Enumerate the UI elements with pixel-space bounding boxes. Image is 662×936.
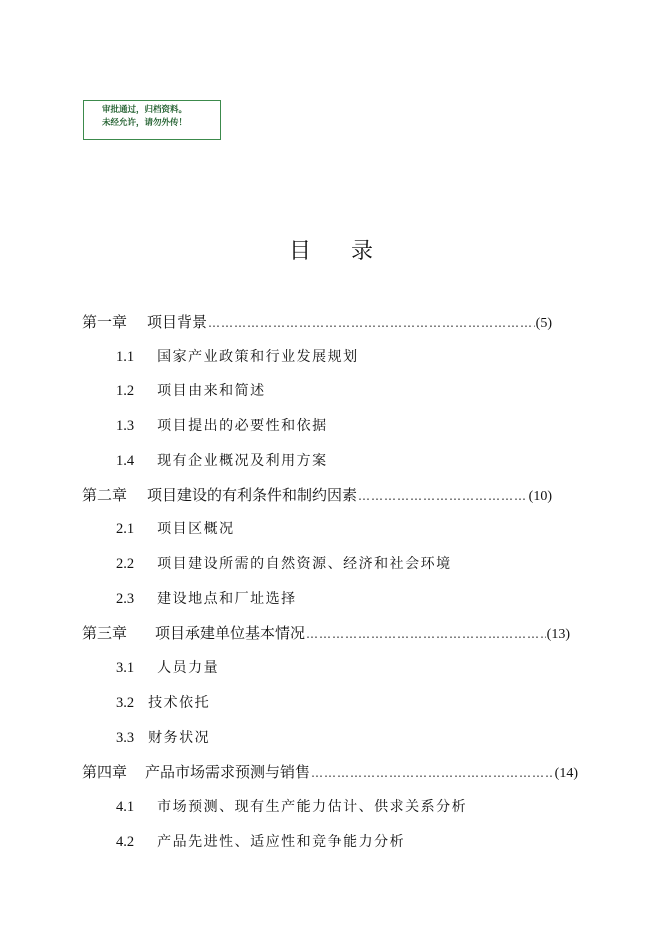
section-title: 技术依托 [148,695,211,711]
chapter-page: (14) [554,766,578,781]
section-title: 项目提出的必要性和依据 [157,418,328,434]
toc-section-1-4[interactable] [116,450,328,472]
section-number: 1.1 [116,349,135,365]
chapter-number: 第四章 [82,763,128,781]
section-number: 3.3 [116,730,135,746]
toc-section-2-2[interactable] [116,553,452,575]
leader-dots [208,316,535,330]
toc-section-2-1[interactable] [116,518,235,540]
section-title: 项目建设所需的自然资源、经济和社会环境 [157,556,452,572]
section-number: 2.1 [116,521,135,537]
toc-section-3-3[interactable] [116,727,210,749]
section-title: 产品先进性、适应性和竞争能力分析 [157,834,406,850]
section-number: 1.4 [116,453,135,469]
section-number: 4.1 [116,799,135,815]
toc-section-4-1[interactable] [116,796,467,818]
section-number: 1.3 [116,418,135,434]
toc-chapter-1[interactable] [82,311,552,335]
section-number: 2.3 [116,591,135,607]
chapter-number: 第三章 [82,624,128,642]
section-title: 国家产业政策和行业发展规划 [157,349,359,365]
section-title: 项目区概况 [157,521,235,537]
stamp-line-2: 未经允许，请勿外传！ [102,118,188,128]
section-number: 4.2 [116,834,135,850]
chapter-title: 项目背景 [147,313,208,331]
stamp-line-1: 审批通过，归档资料。 [102,105,188,115]
chapter-title: 项目建设的有利条件和制约因素 [147,486,358,504]
chapter-page: (5) [535,316,552,331]
toc-section-1-2[interactable] [116,380,266,402]
section-number: 1.2 [116,383,135,399]
leader-dots [358,489,528,503]
chapter-number: 第二章 [82,486,128,504]
toc-chapter-4[interactable] [82,761,578,785]
leader-dots [306,627,546,641]
section-title: 人员力量 [157,660,220,676]
chapter-title: 产品市场需求预测与销售 [145,763,311,781]
toc-section-2-3[interactable] [116,588,297,610]
toc-section-1-3[interactable] [116,415,328,437]
toc-section-1-1[interactable] [116,346,359,368]
leader-dots [311,766,554,780]
chapter-title: 项目承建单位基本情况 [155,624,306,642]
approval-stamp [83,100,221,140]
section-title: 市场预测、现有生产能力估计、供求关系分析 [157,799,468,815]
toc-section-3-2[interactable] [116,692,210,714]
chapter-page: (13) [546,627,570,642]
toc-section-3-1[interactable] [116,657,219,679]
section-title: 项目由来和简述 [157,383,266,399]
section-title: 建设地点和厂址选择 [157,591,297,607]
section-title: 财务状况 [148,730,211,746]
section-number: 2.2 [116,556,135,572]
page-title: 目录 [288,239,413,264]
section-number: 3.1 [116,660,135,676]
toc-section-4-2[interactable] [116,831,405,853]
toc-chapter-2[interactable] [82,484,552,508]
chapter-page: (10) [528,489,552,504]
section-title: 现有企业概况及利用方案 [157,453,328,469]
section-number: 3.2 [116,695,135,711]
toc-chapter-3[interactable] [82,622,570,646]
chapter-number: 第一章 [82,313,128,331]
